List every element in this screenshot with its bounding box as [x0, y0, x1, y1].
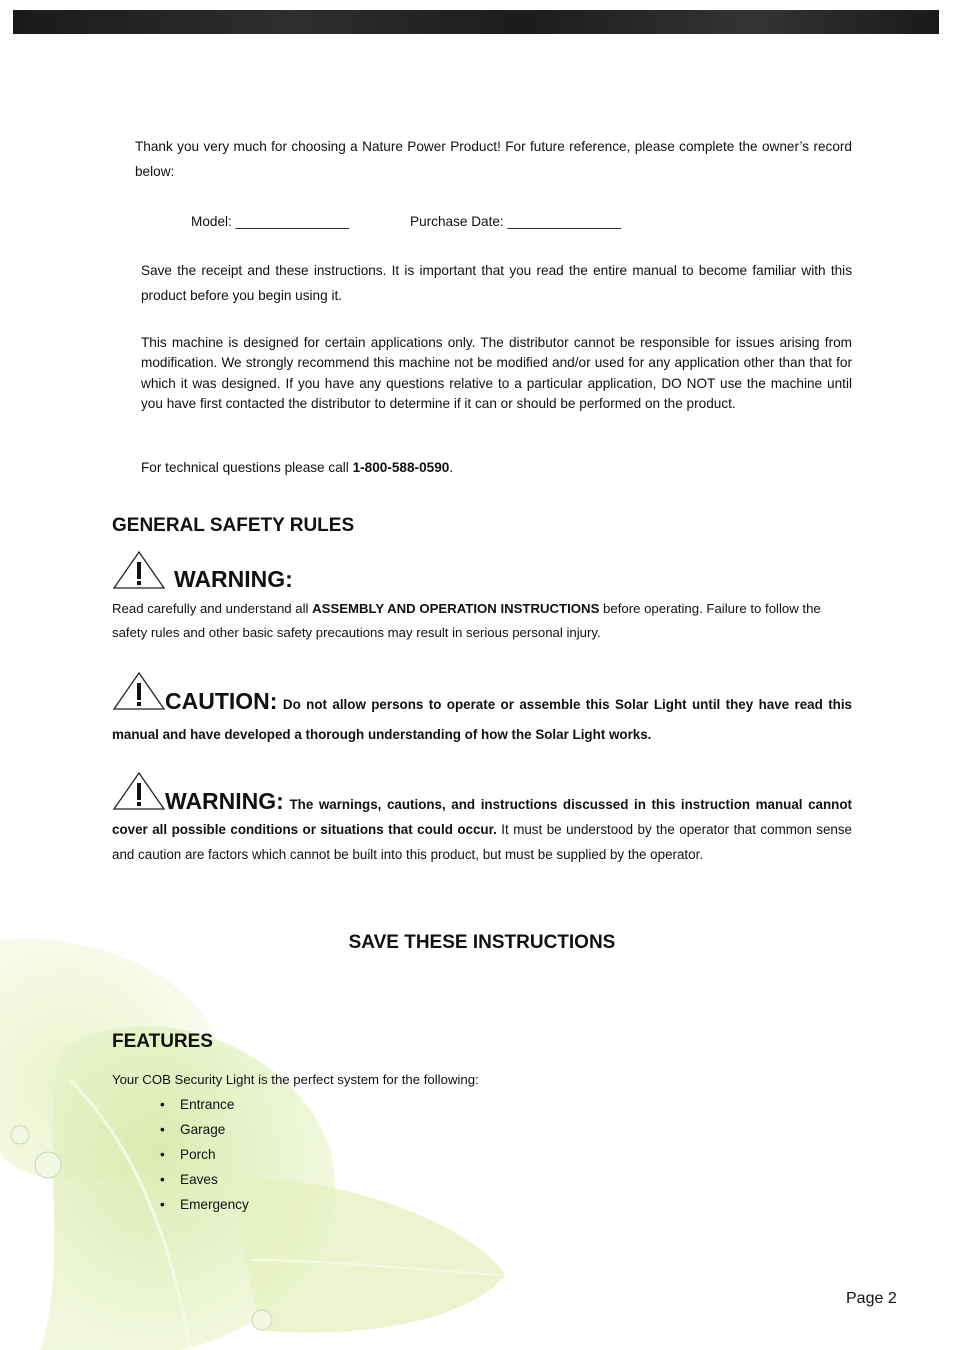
features-list	[160, 1092, 249, 1217]
model-field-label: Model: _______________	[191, 214, 349, 229]
leaf-background-image	[0, 930, 520, 1350]
intro-thanks: Thank you very much for choosing a Nature Power Product! For future reference, please complete the owner’s record below:	[135, 139, 852, 179]
caution-text: Do not allow persons to operate or assemble this Solar Light until they have read this manual and have developed a thorough understanding of how the Solar Light works.	[112, 697, 852, 742]
warning1-post: before operating. Failure to follow the safety rules and other basic safety precautions may result in serious personal injury.	[112, 601, 821, 640]
technical-questions-line	[141, 455, 453, 480]
list-item-label: Entrance	[180, 1097, 235, 1112]
list-item	[160, 1167, 249, 1192]
save-instructions-heading: SAVE THESE INSTRUCTIONS	[348, 932, 616, 953]
features-intro: Your COB Security Light is the perfect system for the following:	[112, 1072, 479, 1087]
warning-paragraph-1	[112, 597, 852, 645]
header-bar	[13, 10, 939, 34]
warning-triangle-icon	[112, 550, 166, 590]
features-heading: FEATURES	[112, 1031, 213, 1052]
save-receipt-paragraph: Save the receipt and these instructions. It is important that you read the entire manual to become familiar with this product before you begin using it.	[141, 263, 852, 303]
list-item	[160, 1092, 249, 1117]
bullet-icon: •	[160, 1147, 165, 1162]
phone-number: 1-800-588-0590	[352, 460, 450, 475]
page-number: Page 2	[846, 1290, 897, 1307]
tech-prefix: For technical questions please call	[141, 460, 353, 475]
warning2-bold: The warnings, cautions, and instructions discussed in this instruction manual cannot cover all possible conditions or situations that could occur.	[112, 797, 852, 837]
warning-paragraph-2	[112, 786, 852, 867]
list-item	[160, 1142, 249, 1167]
list-item-label: Emergency	[180, 1197, 249, 1212]
machine-paragraph: This machine is designed for certain applications only. The distributor cannot be responsible for issues arising from modification. We strongly recommend this machine not be modified and/or used for any application other than that for which it was designed. If you have any questions relative to a particular application, DO NOT use the machine until you have first contacted the distributor to determine if it can or should be performed on the product.	[141, 335, 852, 412]
list-item	[160, 1117, 249, 1142]
tech-suffix: .	[449, 460, 454, 475]
bullet-icon: •	[160, 1097, 165, 1112]
general-safety-rules-heading: GENERAL SAFETY RULES	[112, 515, 355, 536]
warning2-text: It must be understood by the operator that common sense and caution are factors which cannot be built into this product, but must be supplied by the operator.	[112, 822, 852, 862]
warning1-bold: ASSEMBLY AND OPERATION INSTRUCTIONS	[312, 601, 600, 616]
list-item-label: Eaves	[180, 1172, 218, 1187]
list-item-label: Porch	[180, 1147, 216, 1162]
bullet-icon: •	[160, 1122, 165, 1137]
caution-title: CAUTION:	[165, 688, 278, 714]
purchase-date-field-label: Purchase Date: _______________	[410, 214, 621, 229]
caution-paragraph	[112, 686, 852, 750]
list-item-label: Garage	[180, 1122, 226, 1137]
bullet-icon: •	[160, 1197, 165, 1212]
bullet-icon: •	[160, 1172, 165, 1187]
warning1-pre: Read carefully and understand all	[112, 601, 313, 616]
warning-title-2: WARNING:	[165, 788, 284, 814]
warning-title-1: WARNING:	[174, 566, 293, 592]
list-item	[160, 1192, 249, 1217]
